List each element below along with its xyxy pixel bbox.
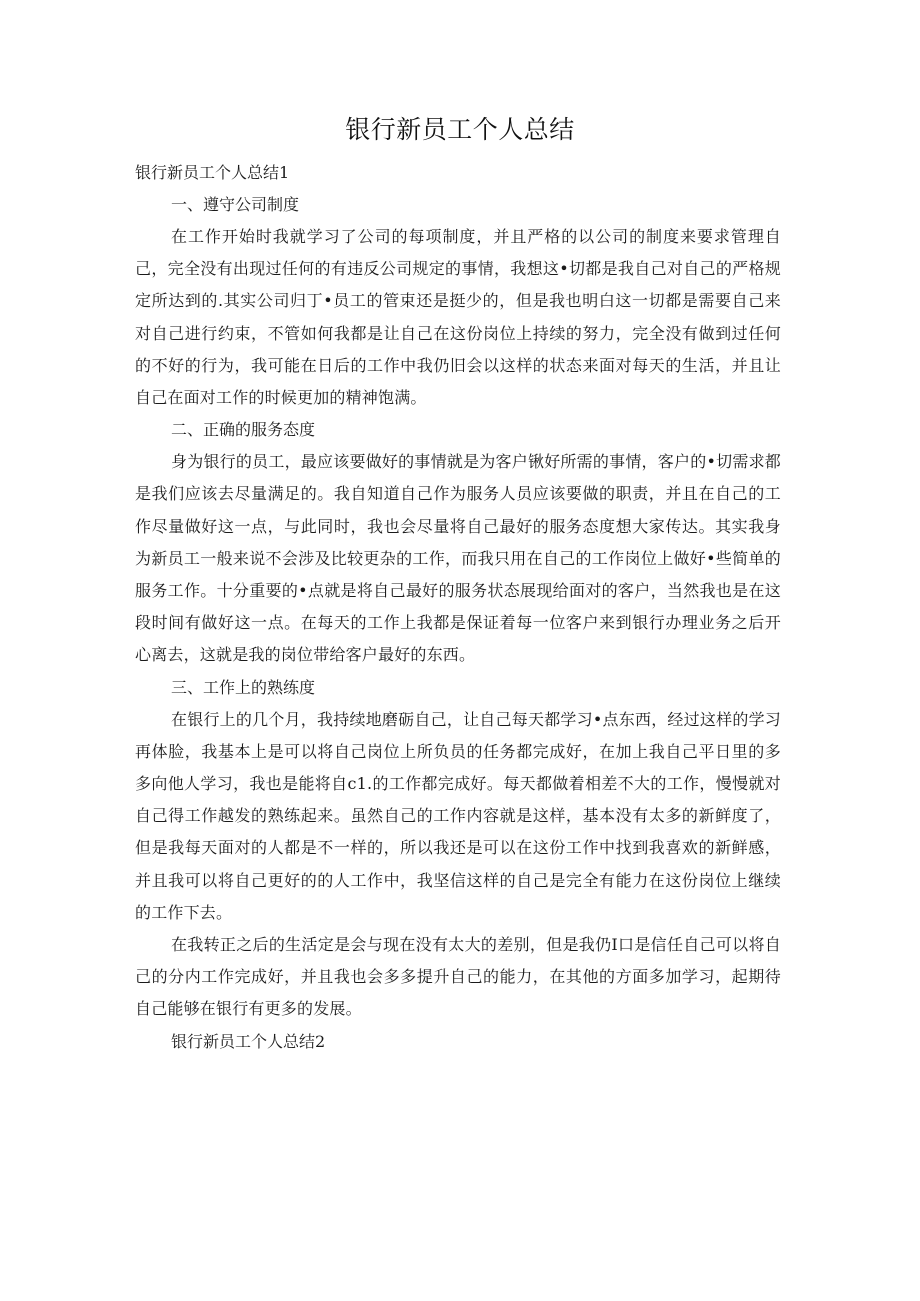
section-heading-1: 一、遵守公司制度	[171, 195, 300, 214]
document-title: 银行新员工个人总结	[345, 115, 575, 144]
document-body	[135, 157, 781, 1058]
section-heading-3: 三、工作上的熟练度	[171, 677, 316, 697]
paragraph-1: 在工作开始时我就学习了公司的每项制度，并且严格的以公司的制度来要求管理自己，完全没有出现过任何的有违反公司规定的事情，我想这•切都是我自己对自己的严格规定所达到的.其实公司归丁•员工的管束还是挺少的，但是我也明白这一切都是需要自己来对自己进行约束，不管如何我都是让自己在这份岗位上持续的努力，完全没有做到过任何的不好的行为，我可能在日后的工作中我仍旧会以这样的状态来面对每天的生活，并且让自己在面对工作的时候更加的精神饱满。	[135, 227, 781, 408]
paragraph-4: 在我转正之后的生活定是会与现在没有太大的差别，但是我仍I口是信任自己可以将自己的分内工作完成好，并且我也会多多提升自己的能力，在其他的方面多加学习，起期待自己能够在银行有更多的发展。	[135, 935, 781, 1019]
section-heading-2: 二、正确的服务态度	[171, 420, 316, 440]
section-subtitle-2: 银行新员工个人总结2	[171, 1031, 326, 1051]
paragraph-3: 在银行上的几个月，我持续地磨砺自己，让自己每天都学习•点东西，经过这样的学习再体脸，我基本上是可以将自己岗位上所负员的任务都完成好，在加上我自己平日里的多多向他人学习，我也是能将自c1.的工作都完成好。每天都做着相差不大的工作，慢慢就对自己得工作越发的熟练起来。虽然自己的工作内容就是这样，基本没有太多的新鲜度了，但是我每天面对的人都是不一样的，所以我还是可以在这份工作中找到我喜欢的新鲜感，并且我可以将自己更好的的人工作中，我坚信这样的自己是完全有能力在这份岗位上继续的工作下去。	[135, 709, 781, 922]
paragraph-2: 身为银行的员工，最应该要做好的事情就是为客户锹好所需的事情，客户的•切需求都是我们应该去尽量满足的。我自知道自己作为服务人员应该要做的职责，并且在自己的工作尽量做好这一点，与此同时，我也会尽量将自己最好的服务态度想大家传达。其实我身为新员工一般来说不会涉及比较更杂的工作，而我只用在自己的工作岗位上做好•些简单的服务工作。十分重要的•点就是将自己最好的服务状态展现给面对的客户，当然我也是在这段时间有做好这一点。在每天的工作上我都是保证着每一位客户来到银行办理业务之后开心离去，这就是我的岗位带给客户最好的东西。	[135, 452, 781, 665]
section-subtitle-1: 银行新员工个人总结1	[135, 163, 290, 182]
